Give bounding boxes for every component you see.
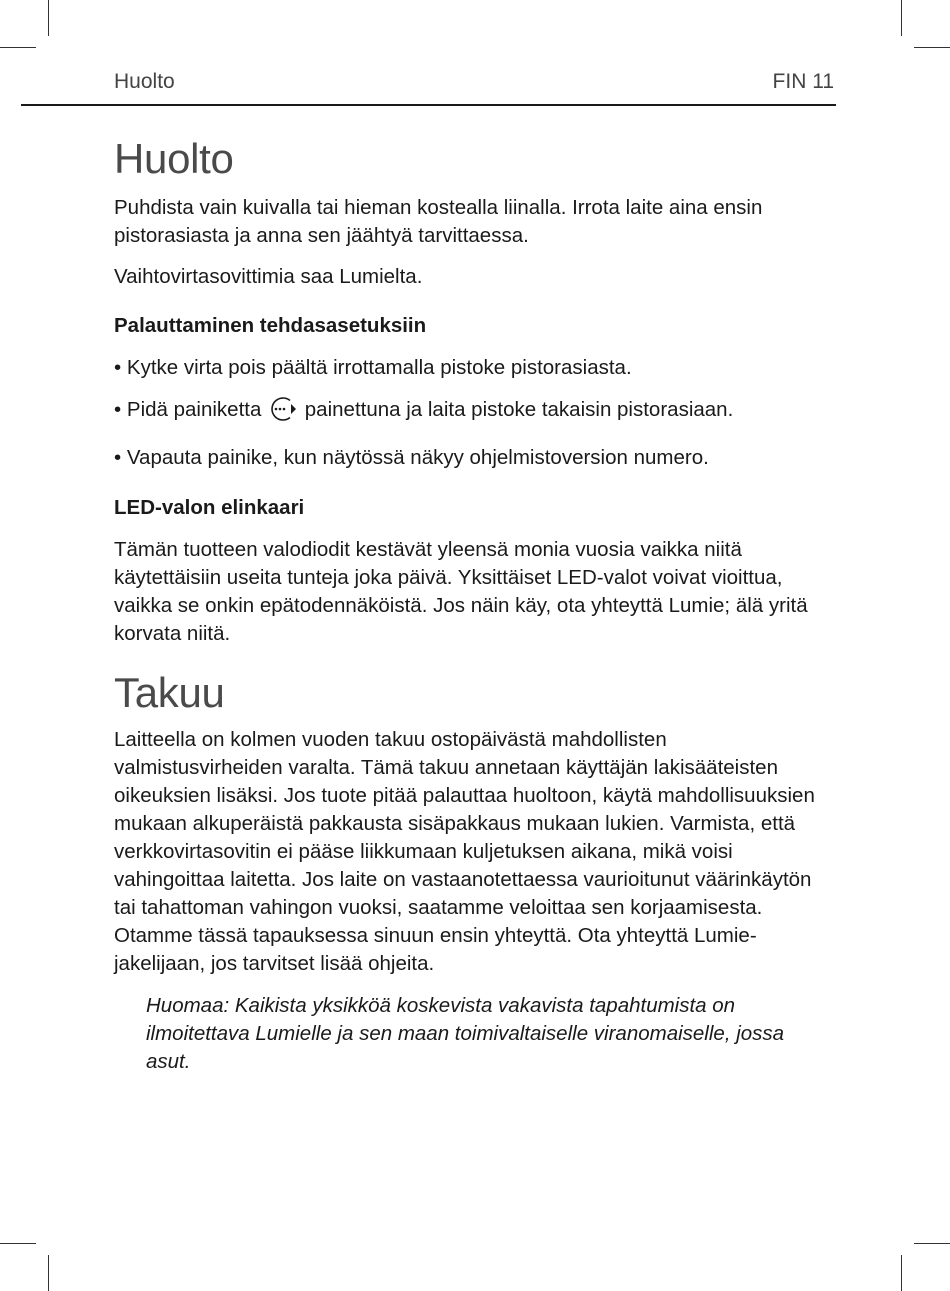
takuu-heading: Takuu (114, 669, 225, 716)
led-heading: LED-valon elinkaari (114, 496, 305, 519)
reset-heading: Palauttaminen tehdasasetuksiin (114, 314, 427, 337)
huolto-paragraph-2: Vaihtovirtasovittimia saa Lumielta. (114, 265, 423, 288)
page-content (114, 134, 834, 1076)
bullet: • (114, 356, 122, 379)
reset-step-2-before: Pidä painiketta (126, 398, 262, 421)
takuu-paragraph: Laitteella on kolmen vuoden takuu ostopäivästä mahdollisten valmistusvirheiden varalta. Tämä takuu annetaan käyttäjän lakisääteisten oikeuksien lisäksi. Jos tuote pitää palauttaa huoltoon, käytä mahdollisuuksien mukaan alkuperäistä pakkausta sisäpakkaus mukaan lukien. Varmista, että verkkovirtasovitin ei pääse liikkumaan kuljetuksen aikana, mikä voisi vahingoittaa laitetta. Jos laite on vastaanotettaessa vaurioitunut väärinkäytön tai tahattoman vahingon vuoksi, saatamme veloittaa sen korjaamisesta. Otamme tässä tapauksessa sinuun ensin yhteyttä. Ota yhteyttä Lumie-jakelijaan, jos tarvitset lisää ohjeita. (114, 728, 815, 975)
led-paragraph: Tämän tuotteen valodiodit kestävät yleensä monia vuosia vaikka niitä käytettäisiin useita tunteja joka päivä. Yksittäiset LED-valot voivat vioittua, vaikka se onkin epätodennäköistä. Jos näin käy, ota yhteyttä Lumie; älä yritä korvata niitä. (114, 538, 808, 645)
list-item (114, 396, 834, 430)
takuu-note: Huomaa: Kaikista yksikköä koskevista vakavista tapahtumista on ilmoitettava Lumielle ja sen maan toimivaltaiselle viranomaiselle, jossa asut. (146, 994, 785, 1073)
crop-mark-top-left-v (48, 0, 49, 36)
header-rule (21, 104, 836, 106)
huolto-heading: Huolto (114, 135, 234, 182)
reset-step-1: Kytke virta pois päältä irrottamalla pistoke pistorasiasta. (126, 356, 632, 379)
crop-mark-top-right-h (914, 47, 950, 48)
list-item (114, 444, 834, 472)
running-header-page-number: FIN 11 (772, 70, 834, 93)
reset-step-2-after: painettuna ja laita pistoke takaisin pistorasiaan. (304, 398, 734, 421)
bullet: • (114, 446, 122, 469)
crop-mark-bottom-right-h (914, 1243, 950, 1244)
crop-mark-bottom-right-v (901, 1255, 902, 1291)
crop-mark-bottom-left-v (48, 1255, 49, 1291)
huolto-paragraph-1: Puhdista vain kuivalla tai hieman kostealla liinalla. Irrota laite aina ensin pistorasiasta ja anna sen jäähtyä tarvittaessa. (114, 196, 763, 247)
crop-mark-bottom-left-h (0, 1243, 36, 1244)
reset-step-3: Vapauta painike, kun näytössä näkyy ohjelmistoversion numero. (126, 446, 709, 469)
crop-mark-top-left-h (0, 47, 36, 48)
menu-button-icon (268, 396, 298, 430)
running-header-section: Huolto (114, 70, 175, 93)
bullet: • (114, 398, 122, 421)
list-item (114, 354, 834, 382)
crop-mark-top-right-v (901, 0, 902, 36)
reset-steps-list (114, 354, 834, 472)
